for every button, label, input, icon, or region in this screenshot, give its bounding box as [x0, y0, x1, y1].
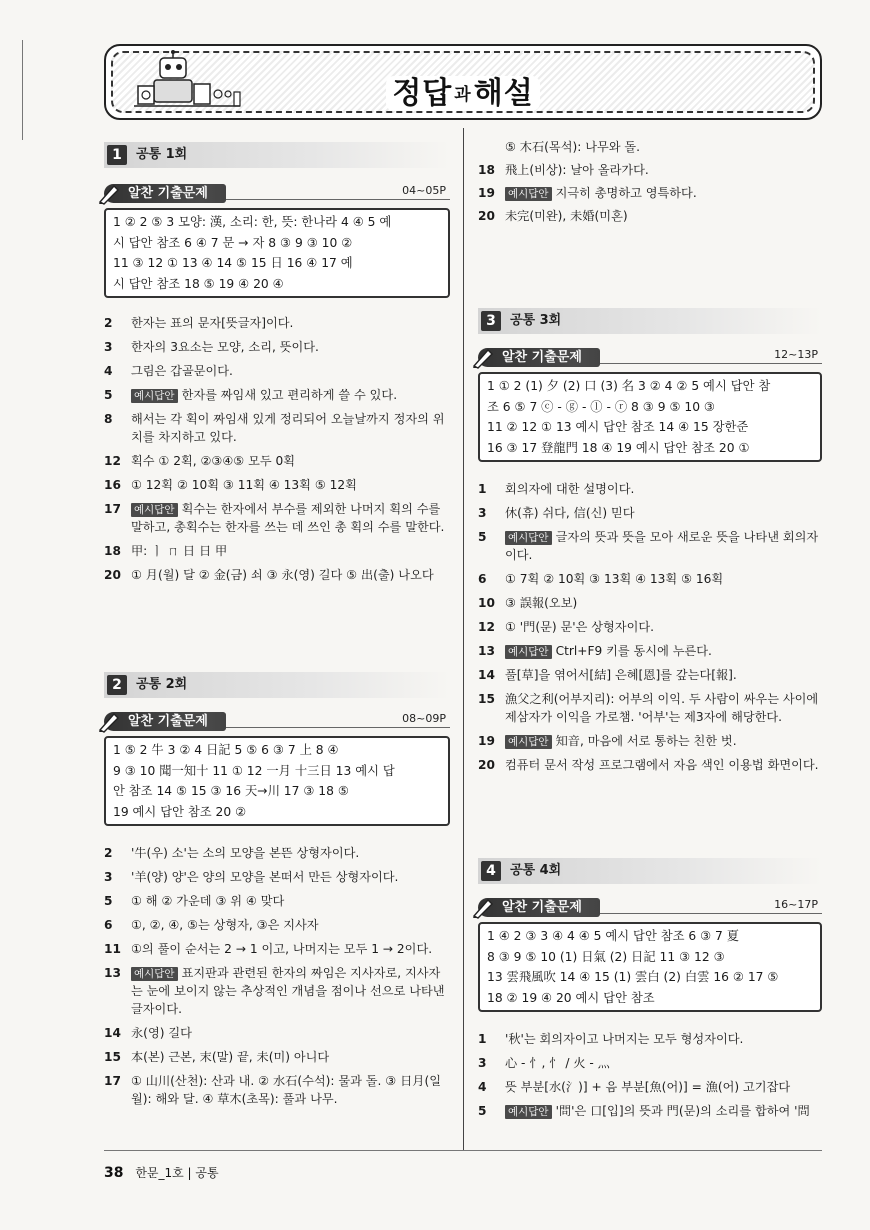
section-number: 1: [107, 145, 127, 165]
example-answer-badge: 예시답안: [505, 645, 552, 659]
explanation-item: 6 ① 7획 ② 10획 ③ 13획 ④ 13획 ⑤ 16획: [478, 572, 724, 586]
explanation-item: 19 예시답안 지극히 총명하고 영특하다.: [478, 186, 697, 200]
explanation-item: 16 ① 12획 ② 10획 ③ 11획 ④ 13획 ⑤ 12획: [104, 478, 357, 492]
explanation-item: 20 컴퓨터 문서 작성 프로그램에서 자음 색인 이용법 화면이다.: [478, 758, 819, 772]
section-number: 3: [481, 311, 501, 331]
section-2-continued: [478, 138, 822, 230]
answer-line: 시 답안 참조 18 ⑤ 19 ④ 20 ④: [113, 276, 284, 291]
answer-line: 1 ② 2 ⑤ 3 모양: 漢, 소리: 한, 뜻: 한나라 4 ④ 5 예: [113, 215, 392, 229]
pen-icon: [470, 894, 496, 920]
explanation-item: 3 心 - 忄, 忄 / 火 - 灬: [478, 1056, 610, 1070]
section-header: [478, 858, 822, 884]
section-header: [478, 308, 822, 334]
answer-line: 1 ④ 2 ③ 3 ④ 4 ④ 5 예시 답안 참조 6 ③ 7 夏: [487, 929, 740, 943]
page-number: 38: [104, 1165, 124, 1181]
explanation-item: 17 예시답안 획수는 한자에서 부수를 제외한 나머지 획의 수를 말하고, 총획수는 한자를 쓰는 데 쓰인 총 획의 수를 말한다.: [104, 502, 445, 534]
explanation-item: 3 '羊(양) 양'은 양의 모양을 본떠서 만든 상형자이다.: [104, 870, 399, 884]
strip-label: 알찬 기출문제: [502, 350, 582, 365]
example-answer-badge: 예시답안: [131, 389, 178, 403]
footer-rule: [104, 1150, 822, 1151]
answer-line: 11 ② 12 ① 13 예시 답안 참조 14 ④ 15 장한준: [487, 420, 749, 434]
section-1: [104, 142, 450, 298]
explanation-item: 5 예시답안 한자를 짜임새 있고 편리하게 쓸 수 있다.: [104, 388, 398, 402]
example-answer-badge: 예시답안: [505, 531, 552, 545]
section-4: [478, 858, 822, 1012]
answer-line: 8 ③ 9 ⑤ 10 (1) 日氣 (2) 日記 11 ③ 12 ③: [487, 949, 725, 964]
column-divider: [463, 128, 464, 1150]
section-3: [478, 308, 822, 462]
answer-box: [104, 208, 450, 298]
answer-box: [478, 372, 822, 462]
section-header: [104, 142, 450, 168]
strip-label: 알찬 기출문제: [128, 186, 208, 201]
answer-line: 9 ③ 10 聞一知十 11 ① 12 一月 十三日 13 예시 답: [113, 763, 395, 778]
exam-strip: [478, 346, 822, 370]
section-number: 4: [481, 861, 501, 881]
explanation-item: 4 그림은 갑골문이다.: [104, 364, 233, 378]
answer-line: 시 답안 참조 6 ④ 7 문 → 자 8 ③ 9 ③ 10 ②: [113, 235, 353, 250]
answer-box: [478, 922, 822, 1012]
explanation-item: 19 예시답안 知音, 마음에 서로 통하는 친한 벗.: [478, 734, 737, 748]
section-title: 공통 4회: [510, 863, 562, 878]
explanation-item: 13 예시답안 Ctrl+F9 키를 동시에 누른다.: [478, 644, 712, 658]
section-number: 2: [107, 675, 127, 695]
explanation-item: 14 永(영) 길다: [104, 1026, 192, 1040]
explanation-item: 17 ① 山川(산천): 산과 내. ② 水石(수석): 물과 돌. ③ 日月(일월): 해와 달. ④ 草木(초목): 풀과 나무.: [104, 1074, 442, 1106]
answer-line: 안 참조 14 ⑤ 15 ③ 16 天→川 17 ③ 18 ⑤: [113, 784, 349, 798]
page-range: 16~17P: [774, 898, 818, 911]
explanation-item: 1 회의자에 대한 설명이다.: [478, 482, 635, 496]
example-answer-badge: 예시답안: [505, 187, 552, 201]
footer-text: 한문_1호 | 공통: [135, 1166, 219, 1180]
explanation-item: 12 ① '門(문) 문'은 상형자이다.: [478, 620, 655, 634]
answer-line: 11 ③ 12 ① 13 ④ 14 ⑤ 15 日 16 ④ 17 예: [113, 256, 353, 270]
answer-line: 조 6 ⑤ 7 ⓒ - ⓖ - ⓛ - ⓡ 8 ③ 9 ⑤ 10 ③: [487, 399, 715, 414]
example-answer-badge: 예시답안: [131, 967, 178, 981]
answer-line: 19 예시 답안 참조 20 ②: [113, 804, 247, 819]
page-footer: [104, 1164, 219, 1181]
explanation-item: 10 ③ 誤報(오보): [478, 596, 578, 610]
section-title: 공통 2회: [136, 677, 188, 692]
section-2: [104, 672, 450, 826]
explanation-item: 11 ①의 풀이 순서는 2 → 1 이고, 나머지는 모두 1 → 2이다.: [104, 942, 433, 956]
explanation-item: 5 ① 해 ② 가운데 ③ 위 ④ 맞다: [104, 894, 285, 908]
pen-icon: [470, 344, 496, 370]
example-answer-badge: 예시답안: [505, 1105, 552, 1119]
page-range: 04~05P: [402, 184, 446, 197]
explanation-item: 5 예시답안 '問'은 口[입]의 뜻과 門(문)의 소리를 합하여 '問: [478, 1104, 810, 1118]
pen-icon: [96, 180, 122, 206]
explanation-item: 14 풀[草]을 엮어서[結] 은혜[恩]를 갚는다[報].: [478, 668, 737, 682]
answer-line: 13 雲飛風吹 14 ④ 15 (1) 雲白 (2) 白雲 16 ② 17 ⑤: [487, 970, 779, 984]
example-answer-badge: 예시답안: [505, 735, 552, 749]
explanation-item: 20 ① 月(월) 달 ② 金(금) 쇠 ③ 永(영) 길다 ⑤ 出(출) 나오다: [104, 568, 434, 582]
answer-line: 16 ③ 17 登龍門 18 ④ 19 예시 답안 참조 20 ①: [487, 440, 750, 455]
page-range: 12~13P: [774, 348, 818, 361]
explanation-item: 8 해서는 각 획이 짜임새 있게 정리되어 오늘날까지 정자의 위치를 차지하고 있다.: [104, 412, 445, 444]
explanation-item: 5 예시답안 글자의 뜻과 뜻을 모아 새로운 뜻을 나타낸 회의자이다.: [478, 530, 819, 562]
explanations-4: [478, 1030, 822, 1126]
strip-label: 알찬 기출문제: [502, 900, 582, 915]
section-header: [104, 672, 450, 698]
exam-strip: [104, 710, 450, 734]
explanations-2: [104, 844, 450, 1114]
example-answer-badge: 예시답안: [131, 503, 178, 517]
answer-line: 18 ② 19 ④ 20 예시 답안 참조: [487, 990, 655, 1005]
explanation-item: 4 뜻 부분[水(氵)] + 음 부분[魚(어)] = 漁(어) 고기잡다: [478, 1080, 791, 1094]
section-title: 공통 3회: [510, 313, 562, 328]
header-banner: [104, 44, 822, 120]
exam-strip: [478, 896, 822, 920]
explanation-item: 18 甲: ㅣ ㄇ 日 日 甲: [104, 544, 228, 558]
exam-strip: [104, 182, 450, 206]
page-range: 08~09P: [402, 712, 446, 725]
explanation-item: 18 飛上(비상): 날아 올라가다.: [478, 163, 649, 177]
explanations-1: [104, 314, 450, 590]
section-title: 공통 1회: [136, 147, 188, 162]
explanation-item: 12 획수 ① 2획, ②③④⑤ 모두 0획: [104, 454, 296, 468]
page-title: 정답 과해설: [106, 68, 820, 112]
explanation-item: 13 예시답안 표지판과 관련된 한자의 짜임은 지사자로, 지사자는 눈에 보이지 않는 추상적인 개념을 점이나 선으로 나타낸 글자이다.: [104, 966, 445, 1016]
explanation-item: 6 ①, ②, ④, ⑤는 상형자, ③은 지사자: [104, 918, 319, 932]
explanation-item: 20 未完(미완), 未婚(미혼): [478, 209, 628, 223]
explanation-item: 15 本(본) 근본, 末(말) 끝, 未(미) 아니다: [104, 1050, 330, 1064]
explanation-item: 2 '牛(우) 소'는 소의 모양을 본뜬 상형자이다.: [104, 846, 360, 860]
answer-line: 1 ⑤ 2 牛 3 ② 4 日記 5 ⑤ 6 ③ 7 上 8 ④: [113, 743, 339, 757]
explanation-item: 3 休(휴) 쉬다, 信(신) 믿다: [478, 506, 635, 520]
answer-box: [104, 736, 450, 826]
binding-line: [22, 40, 23, 140]
explanations-3: [478, 480, 822, 780]
explanation-item: 1 '秋'는 회의자이고 나머지는 모두 형성자이다.: [478, 1032, 744, 1046]
explanation-item: 3 한자의 3요소는 모양, 소리, 뜻이다.: [104, 340, 319, 354]
strip-label: 알찬 기출문제: [128, 714, 208, 729]
pen-icon: [96, 708, 122, 734]
explanation-item: ⑤ 木石(목석): 나무와 돌.: [505, 140, 641, 154]
explanation-item: 15 漁父之利(어부지리): 어부의 이익. 두 사람이 싸우는 사이에 제삼자가 이익을 가로챔. '어부'는 제3자에 해당한다.: [478, 692, 819, 724]
explanation-item: 2 한자는 표의 문자[뜻글자]이다.: [104, 316, 294, 330]
answer-line: 1 ① 2 (1) 夕 (2) 口 (3) 名 3 ② 4 ② 5 예시 답안 참: [487, 379, 771, 393]
